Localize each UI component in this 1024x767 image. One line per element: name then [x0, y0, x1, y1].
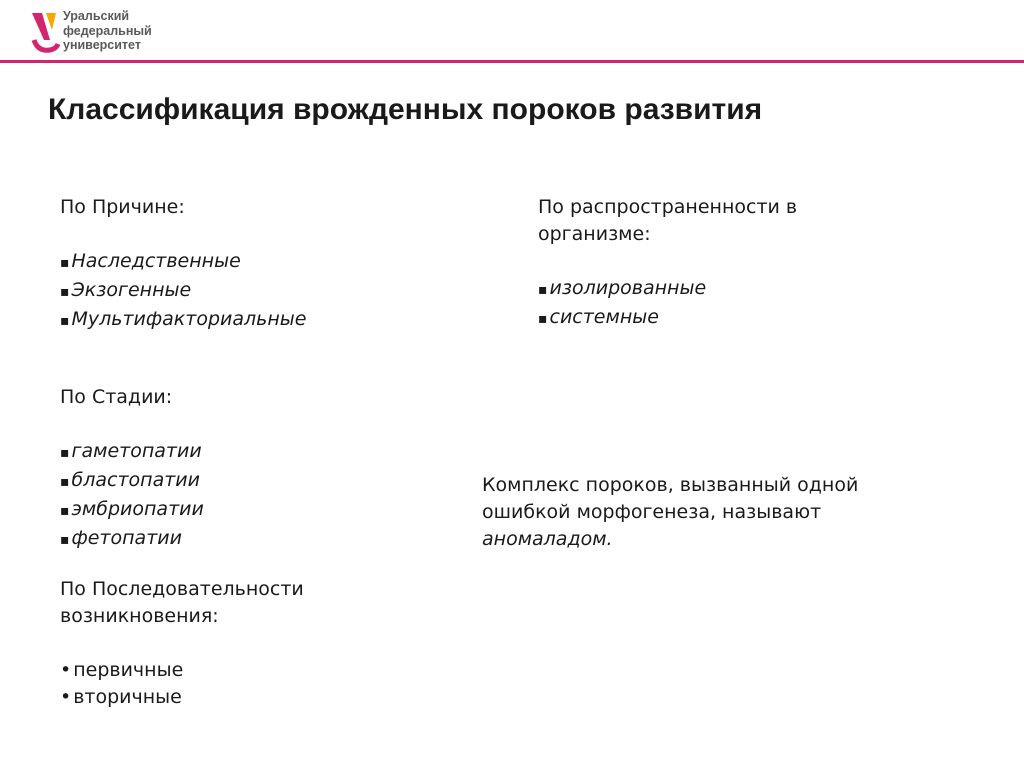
stage-section: [60, 384, 460, 554]
prevalence-section: [538, 194, 978, 333]
stage-item-embryopathy: ▪ эмбриопатии: [60, 496, 460, 525]
university-logo-icon: [28, 10, 60, 54]
prevalence-heading-line-2: организме:: [538, 223, 651, 245]
university-name: [63, 9, 263, 53]
cause-heading: По Причине:: [60, 196, 185, 218]
sequence-section: [60, 576, 460, 711]
header-divider: [0, 60, 1024, 63]
cause-item-multifactorial: ▪ Мультифакториальные: [60, 306, 460, 335]
logo-line-3: университет: [63, 38, 141, 52]
sequence-heading-line-2: возникновения:: [60, 605, 219, 627]
cause-item-hereditary: ▪ Наследственные: [60, 248, 460, 277]
cause-item-exogenous: ▪ Экзогенные: [60, 277, 460, 306]
note-line-1: Комплекс пороков, вызванный одной: [482, 474, 859, 496]
sequence-item-primary: • первичные: [60, 657, 460, 684]
stage-item-gametopathy: ▪ гаметопатии: [60, 438, 460, 467]
logo-line-2: федеральный: [63, 23, 152, 38]
stage-heading: По Стадии:: [60, 386, 173, 408]
prevalence-item-systemic: ▪ системные: [538, 304, 978, 333]
stage-item-blastopathy: ▪ бластопатии: [60, 467, 460, 496]
stage-item-fetopathy: ▪ фетопатии: [60, 525, 460, 554]
slide-header: [0, 0, 1024, 64]
anomalad-note: [482, 472, 952, 553]
sequence-item-secondary: • вторичные: [60, 684, 460, 711]
prevalence-heading-line-1: По распространенности в: [538, 196, 798, 218]
prevalence-item-isolated: ▪ изолированные: [538, 275, 978, 304]
logo-line-1: Уральский: [63, 9, 130, 23]
note-term: аномаладом.: [482, 528, 613, 550]
slide-title: Классификация врожденных пороков развития: [48, 93, 763, 126]
cause-section: [60, 194, 460, 335]
sequence-heading-line-1: По Последовательности: [60, 578, 304, 600]
note-line-2: ошибкой морфогенеза, называют: [482, 501, 822, 523]
